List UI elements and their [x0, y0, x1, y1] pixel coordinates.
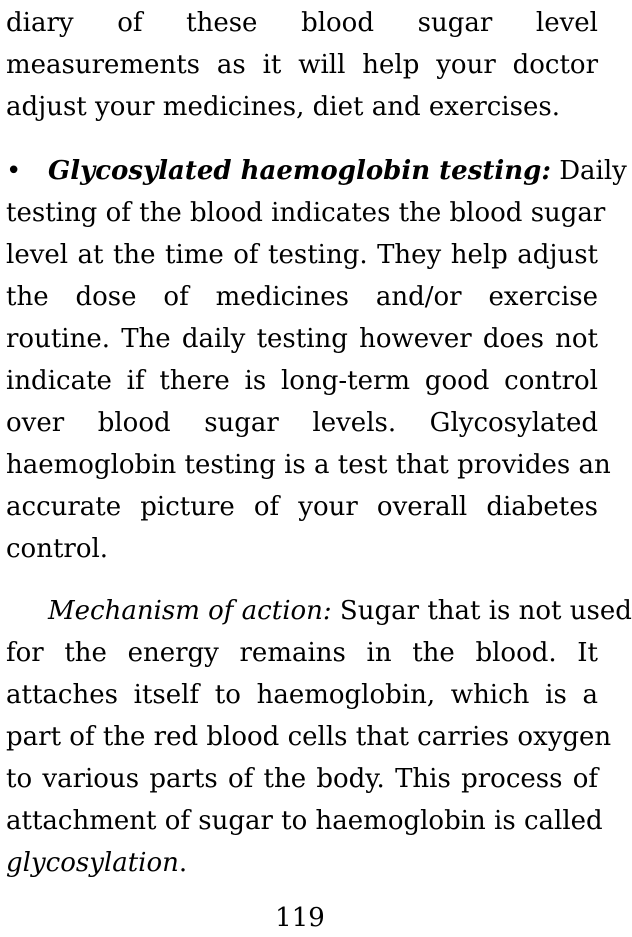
text-fragment: Daily: [550, 156, 627, 186]
italic-term: glycosylation: [6, 848, 179, 878]
bullet-first-line: [48, 150, 627, 192]
paragraph-lead: Mechanism of action:: [48, 596, 332, 626]
text-line: indicate if there is long-term good control: [6, 366, 598, 396]
text-line: level at the time of testing. They help adjust: [6, 240, 598, 270]
paragraph-first-line: [48, 590, 632, 632]
text-line: routine. The daily testing however does not: [6, 324, 598, 354]
text-line: haemoglobin testing is a test that provides an: [6, 450, 611, 480]
text-fragment: .: [178, 848, 188, 878]
text-line: diary of these blood sugar level: [6, 8, 598, 38]
bullet-heading: Glycosylated haemoglobin testing:: [48, 156, 551, 186]
text-line: testing of the blood indicates the blood sugar: [6, 198, 606, 228]
text-line: attaches itself to haemoglobin, which is a: [6, 680, 598, 710]
text-line: part of the red blood cells that carries oxygen: [6, 722, 612, 752]
text-line: over blood sugar levels. Glycosylated: [6, 408, 598, 438]
page-number: 119: [275, 903, 325, 933]
text-line: control.: [6, 534, 109, 564]
text-line: attachment of sugar to haemoglobin is called: [6, 806, 603, 836]
bullet-icon: •: [6, 156, 22, 186]
text-line-last: [6, 842, 598, 884]
text-line: for the energy remains in the blood. It: [6, 638, 598, 668]
text-line: adjust your medicines, diet and exercises.: [6, 92, 560, 122]
text-line: measurements as it will help your doctor: [6, 50, 598, 80]
text-line: accurate picture of your overall diabetes: [6, 492, 598, 522]
text-line: to various parts of the body. This process of: [6, 764, 598, 794]
text-line: the dose of medicines and/or exercise: [6, 282, 598, 312]
text-fragment: Sugar that is not used: [331, 596, 632, 626]
